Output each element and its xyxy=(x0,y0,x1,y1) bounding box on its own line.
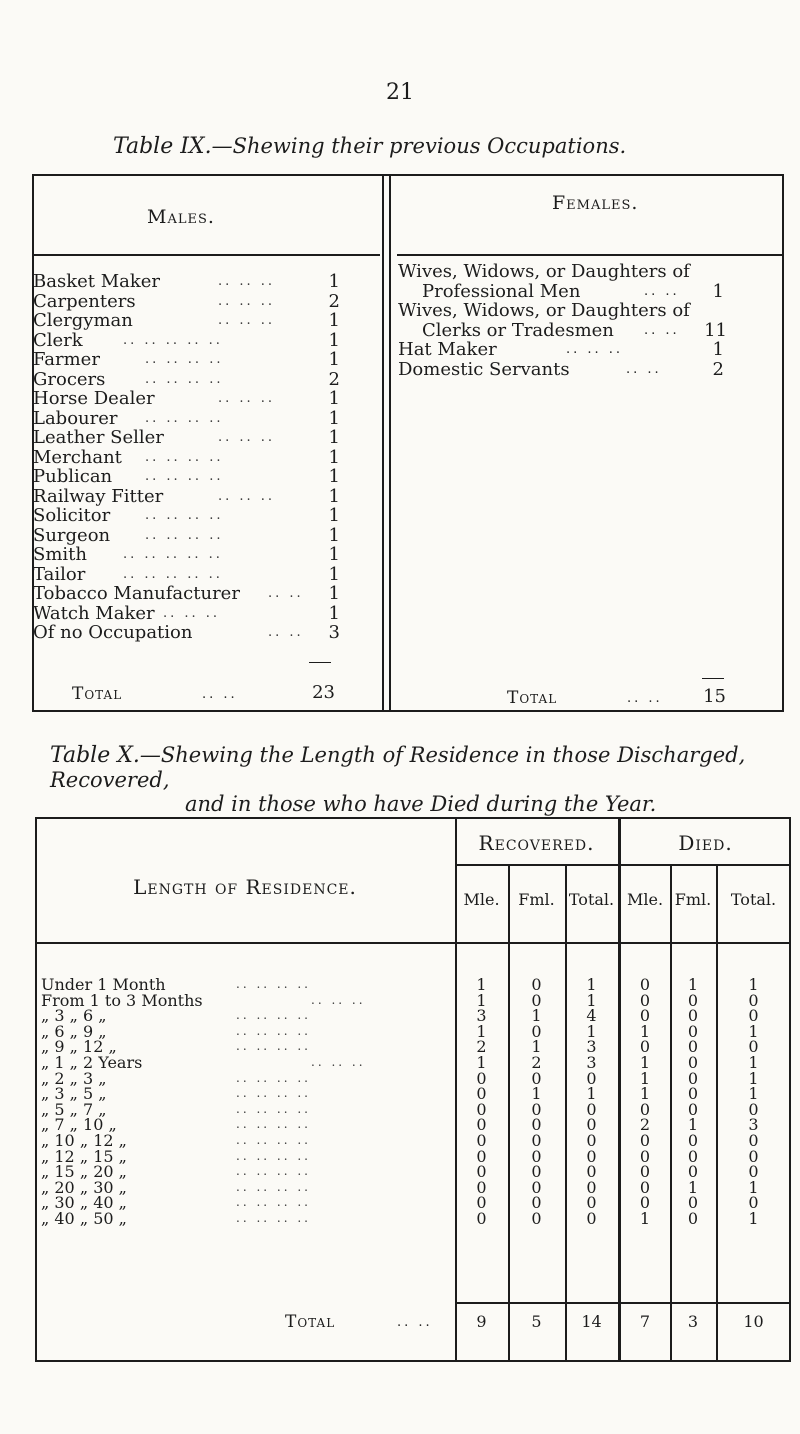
duration-list xyxy=(41,977,453,1227)
recovered-male-column: 1 1 3 1 2 1 0 0 0 0 0 0 0 0 0 0 xyxy=(476,975,487,1228)
table9-label: Table IX. xyxy=(113,134,212,159)
length-of-residence-heading: Length of Residence. xyxy=(133,875,357,899)
female-occupation-line: Hat Maker xyxy=(398,339,497,360)
table-row: „ 15 „ 20 „ .. .. .. .. xyxy=(41,1162,311,1182)
female-occupation-line: Clerks or Tradesmen xyxy=(422,319,614,341)
died-female-header: Fml. xyxy=(674,890,712,909)
list-item: Leather Seller .. .. .. 1 xyxy=(33,427,340,448)
died-female-column: 1 0 0 0 0 0 0 0 0 1 0 0 0 1 0 0 xyxy=(687,975,699,1228)
table-row: „ 12 „ 15 „ .. .. .. .. xyxy=(41,1146,311,1166)
died-total-header: Total. xyxy=(730,890,777,909)
list-item: Watch Maker .. .. .. 1 xyxy=(33,602,340,624)
list-item: Surgeon .. .. .. .. 1 xyxy=(33,524,340,546)
died-male-total: 7 xyxy=(639,1312,651,1331)
list-item: Carpenters .. .. .. 2 xyxy=(33,290,340,312)
list-item: Clergyman .. .. .. 1 xyxy=(33,310,340,331)
recovered-female-column: 0 0 1 0 1 2 0 1 0 0 0 0 0 0 0 0 xyxy=(531,975,542,1228)
female-count: 11 xyxy=(704,319,727,341)
table-row: „ 2 „ 3 „ .. .. .. .. xyxy=(41,1068,311,1088)
recovered-male-header: Mle. xyxy=(463,890,500,909)
table9-caption-text: —Shewing their previous Occupations. xyxy=(211,134,627,158)
table10-caption-line1: —Shewing the Length of Residence in those Discharged, Recovered, xyxy=(50,743,746,792)
table-row: „ 7 „ 10 „ .. .. .. .. xyxy=(41,1115,311,1135)
list-item: Publican .. .. .. .. 1 xyxy=(33,466,340,487)
list-item: Merchant .. .. .. .. 1 xyxy=(33,446,340,468)
males-heading: Males. xyxy=(147,206,215,228)
died-male-column: 0 0 0 1 0 1 1 1 0 2 0 0 0 0 0 1 xyxy=(639,975,651,1228)
page-number: 21 xyxy=(386,80,414,105)
list-item: Horse Dealer .. .. .. 1 xyxy=(33,388,340,409)
recovered-female-header: Fml. xyxy=(518,890,555,909)
table-row: „ 1 „ 2 Years .. .. .. xyxy=(41,1052,366,1072)
females-heading: Females. xyxy=(552,192,639,214)
males-total: 23 xyxy=(312,682,335,703)
female-occupation-line: Wives, Widows, or Daughters of xyxy=(398,261,690,282)
list-item: Tailor .. .. .. .. .. 1 xyxy=(33,563,340,585)
list-item: Grocers .. .. .. .. 2 xyxy=(33,368,340,390)
died-heading: Died. xyxy=(678,831,733,855)
table-row: „ 5 „ 7 „ .. .. .. .. xyxy=(41,1099,311,1119)
list-item: Labourer .. .. .. .. 1 xyxy=(33,407,340,429)
table-row: Under 1 Month .. .. .. .. xyxy=(41,975,311,994)
table10-caption-line2: and in those who have Died during the Year. xyxy=(185,792,657,816)
died-total-total: 10 xyxy=(743,1312,764,1331)
list-item: Of no Occupation .. .. 3 xyxy=(33,622,340,643)
recovered-total-header: Total. xyxy=(568,890,615,909)
females-total-label: Total xyxy=(507,688,558,708)
table10-label: Table X. xyxy=(50,743,140,768)
table-row: „ 6 „ 9 „ .. .. .. .. xyxy=(41,1021,311,1041)
table10: Length of Residence. Recovered. Died. Mle. Fml. Total. Mle. Fml. Total. Under 1 Month .. .. .. .. From 1 to 3 Months .. .. .. „ 3 „ 6 „ .. .. .. .. „ 6 „ 9 „ .. .. .. .. „ 9 „ 12 „ .. .. .. .. „ 1 „ 2 Years .. .. .. „ 2 „ 3 „ .. .. .. .. „ 3 „ 5 „ .. .. .. .. „ 5 „ 7 „ .. .. .. .. „ 7 „ 10 „ .. .. .. .. „ 10 „ 12 „ .. .. .. .. „ 12 „ 15 „ .. .. .. .. „ 15 „ 20 „ .. .. .. .. „ 20 „ 30 „ .. .. .. .. „ 30 „ 40 „ .. .. .. .. „ 40 „ 50 „ .. .. .. .. 1 1 3 1 2 1 0 0 0 0 0 0 0 0 0 0 0 0 1 0 1 2 0 1 0 0 0 0 0 0 0 0 1 1 4 1 3 3 0 1 0 0 0 0 0 0 0 0 0 0 0 1 0 1 1 1 0 2 0 0 0 0 0 1 1 0 0 0 0 0 0 0 0 1 0 0 0 1 0 0 1 0 0 1 0 1 1 1 0 3 0 0 0 1 0 1 Total .. .. 9 5 14 7 3 10 xyxy=(35,817,791,1362)
table-row: „ 20 „ 30 „ .. .. .. .. xyxy=(41,1177,311,1197)
died-female-total: 3 xyxy=(687,1312,699,1331)
table9: Males. Females. Basket Maker .. .. .. 1 Carpenters .. .. .. 2 Clergyman .. .. .. 1 Clerk .. .. .. .. .. 1 Farmer .. .. .. .. 1 Grocers .. .. .. .. 2 Horse Dealer .. .. .. 1 Labourer .. .. .. .. 1 Leather Seller .. .. .. 1 Merchant .. .. .. .. 1 Publican .. .. .. .. 1 Railway Fitter .. .. .. 1 Solicitor .. .. .. .. 1 Surgeon .. .. .. .. 1 Smith .. .. .. .. .. 1 Tailor .. .. .. .. .. 1 Tobacco Manufacturer .. .. 1 Watch Maker .. .. .. 1 Of no Occupation .. .. 3 Total .. .. 23 Wives, Widows, or Daughters of Professional Men .. .. 1 Wives, Widows, or Daughters of Clerks or Tradesmen .. .. 11 Hat Maker .. .. .. 1 Domestic Servants .. .. 2 Total .. .. 15 xyxy=(32,174,784,712)
female-occupation-line: Professional Men xyxy=(422,280,581,302)
table-row: „ 10 „ 12 „ .. .. .. .. xyxy=(41,1130,311,1150)
recovered-heading: Recovered. xyxy=(478,831,595,855)
list-item: Solicitor .. .. .. .. 1 xyxy=(33,505,340,526)
females-occupation-list: Wives, Widows, or Daughters of Professional Men .. .. 1 Wives, Widows, or Daughters of Clerks or Tradesmen .. .. 11 Hat Maker .. .. .. 1 Domestic Servants .. .. 2 xyxy=(398,261,727,380)
female-count: 1 xyxy=(712,339,724,360)
list-item: Railway Fitter .. .. .. 1 xyxy=(33,485,340,507)
table-row: „ 30 „ 40 „ .. .. .. .. xyxy=(41,1193,311,1213)
table-row: „ 40 „ 50 „ .. .. .. .. xyxy=(41,1208,311,1228)
table-row: „ 9 „ 12 „ .. .. .. .. xyxy=(41,1037,311,1057)
table10-total-label: Total xyxy=(285,1312,336,1332)
males-occupation-list xyxy=(33,272,378,643)
died-total-column: 1 0 0 1 0 1 1 1 0 3 0 0 0 1 0 1 xyxy=(748,975,759,1228)
recovered-total-column: 1 1 4 1 3 3 0 1 0 0 0 0 0 0 0 0 xyxy=(586,975,597,1228)
table9-caption xyxy=(113,134,626,159)
females-total: 15 xyxy=(703,686,726,707)
female-count: 1 xyxy=(712,280,724,302)
list-item: Clerk .. .. .. .. .. 1 xyxy=(33,329,340,351)
recovered-female-total: 5 xyxy=(531,1312,542,1331)
recovered-male-total: 9 xyxy=(476,1312,487,1331)
recovered-total-total: 14 xyxy=(581,1312,602,1331)
female-occupation-line: Domestic Servants xyxy=(398,358,570,380)
list-item: Basket Maker .. .. .. 1 xyxy=(33,271,340,292)
list-item: Tobacco Manufacturer .. .. 1 xyxy=(33,583,340,604)
female-occupation-line: Wives, Widows, or Daughters of xyxy=(398,300,690,321)
died-male-header: Mle. xyxy=(626,890,664,909)
table-row: „ 3 „ 5 „ .. .. .. .. xyxy=(41,1084,311,1104)
table-row: „ 3 „ 6 „ .. .. .. .. xyxy=(41,1006,311,1026)
female-count: 2 xyxy=(712,358,724,380)
list-item: Farmer .. .. .. .. 1 xyxy=(33,349,340,370)
list-item: Smith .. .. .. .. .. 1 xyxy=(33,544,340,565)
table-row: From 1 to 3 Months .. .. .. xyxy=(41,990,366,1010)
males-total-label: Total xyxy=(72,684,123,704)
table10-caption xyxy=(50,743,790,816)
